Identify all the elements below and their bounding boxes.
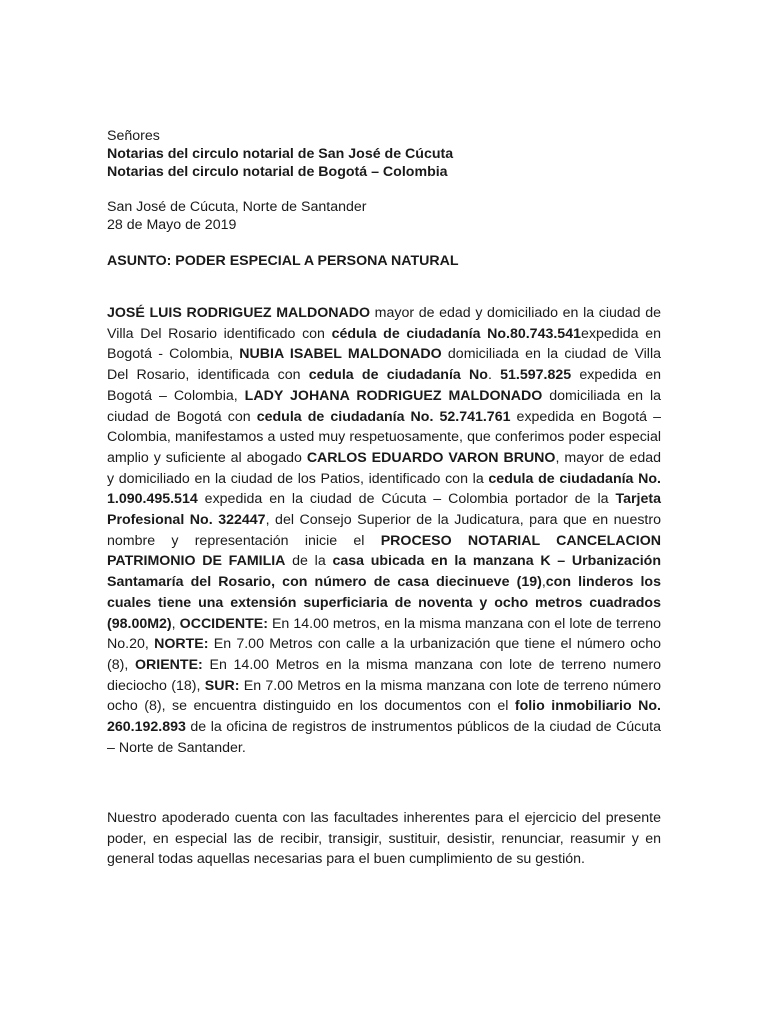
body-paragraph-1 [107,303,661,758]
place-and-date [107,198,661,234]
paragraph-1-segment: domiciliada en la ciudad de Bogotá con [107,387,661,425]
paragraph-1-segment: cedula de ciudadanía No. 52.741.761 [256,408,511,425]
paragraph-1-segment: , [171,615,180,632]
paragraph-1-segment: 51.597.825 [500,367,572,384]
paragraph-1-segment: expedida en Bogotá – Colombia, manifestamos a usted muy respetuosamente, que conferimos poder especial amplio y suficiente al abogado [107,408,661,466]
paragraph-1-segment: expedida en Bogotá – Colombia, [107,367,661,404]
paragraph-1-segment: LADY JOHANA RODRIGUEZ MALDONADO [244,387,543,404]
paragraph-1-segment: Tarjeta Profesional No. 322447 [107,491,661,529]
place: San José de Cúcuta, Norte de Santander [107,199,367,215]
paragraph-1-segment: En 7.00 Metros con calle a la urbanización que tiene el número ocho (8), [107,636,661,673]
paragraph-1-segment: , [541,574,546,591]
paragraph-1-segment: , del Consejo Superior de la Judicatura, para que en nuestro nombre y representación inicie el [107,512,661,549]
paragraph-1-segment: NORTE: [154,636,209,653]
paragraph-1-segment: folio inmobiliario No. 260.192.893 [107,698,661,736]
paragraph-1-segment: de la [285,553,333,570]
letter-header [107,127,661,181]
paragraph-1-segment: , mayor de edad y domiciliado en la ciudad de los Patios, identificado con la [107,449,661,487]
paragraph-1-segment: cedula de ciudadanía No. 1.090.495.514 [107,470,661,508]
paragraph-1-segment: NUBIA ISABEL MALDONADO [239,346,442,363]
addressee-line-1: Notarias del circulo notarial de San José de Cúcuta [107,146,454,162]
paragraph-1-segment: ORIENTE: [134,656,203,673]
paragraph-1-segment: . [487,367,501,384]
paragraph-1-segment: En 14.00 metros, en la misma manzana con el lote de terreno No.20, [107,615,661,653]
paragraph-1-segment: domiciliada en la ciudad de Villa Del Rosario, identificada con [107,346,662,384]
paragraph-1-segment: de la oficina de registros de instrumentos públicos de la ciudad de Cúcuta – Norte de Santander. [107,719,661,756]
paragraph-1-segment: expedida en Bogotá - Colombia, [107,325,661,363]
paragraph-1-segment: con linderos los cuales tiene una extensión superficiaria de noventa y ocho metros cuadrados (98.00M2) [107,574,661,632]
paragraph-1-segment: JOSÉ LUIS RODRIGUEZ MALDONADO [107,305,370,321]
paragraph-1-segment: expedida en la ciudad de Cúcuta – Colombia portador de la [197,491,616,508]
paragraph-1-segment: OCCIDENTE: [179,615,268,632]
paragraph-1-segment: CARLOS EDUARDO VARON BRUNO [306,449,556,466]
paragraph-1-segment: cedula de ciudadanía No [308,367,488,384]
body-paragraph-2: Nuestro apoderado cuenta con las facultades inherentes para el ejercicio del presente poder, en especial las de recibir, transigir, sustituir, desistir, renunciar, reasumir y en general todas aquellas necesarias para el buen cumplimiento de su gestión. [107,810,661,867]
paragraph-1-segment: casa ubicada en la manzana K – Urbanización Santamaría del Rosario, con número de casa diecinueve (19) [107,553,661,591]
paragraph-1-segment: mayor de edad y domiciliado en la ciudad de Villa Del Rosario identificado con [107,305,661,342]
paragraph-1-segment: En 14.00 Metros en la misma manzana con lote de terreno numero dieciocho (18), [107,656,661,694]
paragraph-1-segment: cédula de ciudadanía No.80.743.541 [331,325,581,342]
date: 28 de Mayo de 2019 [107,217,237,233]
paragraph-1-segment: PROCESO NOTARIAL CANCELACION PATRIMONIO DE FAMILIA [107,532,661,570]
subject-line: ASUNTO: PODER ESPECIAL A PERSONA NATURAL [107,253,459,269]
greeting: Señores [107,128,160,144]
paragraph-1-segment: En 7.00 Metros en la misma manzana con lote de terreno número ocho (8), se encuentra distinguido en los documentos con el [107,677,661,715]
addressee-line-2: Notarias del circulo notarial de Bogotá – Colombia [107,164,448,180]
paragraph-1-segment: SUR: [204,677,240,694]
